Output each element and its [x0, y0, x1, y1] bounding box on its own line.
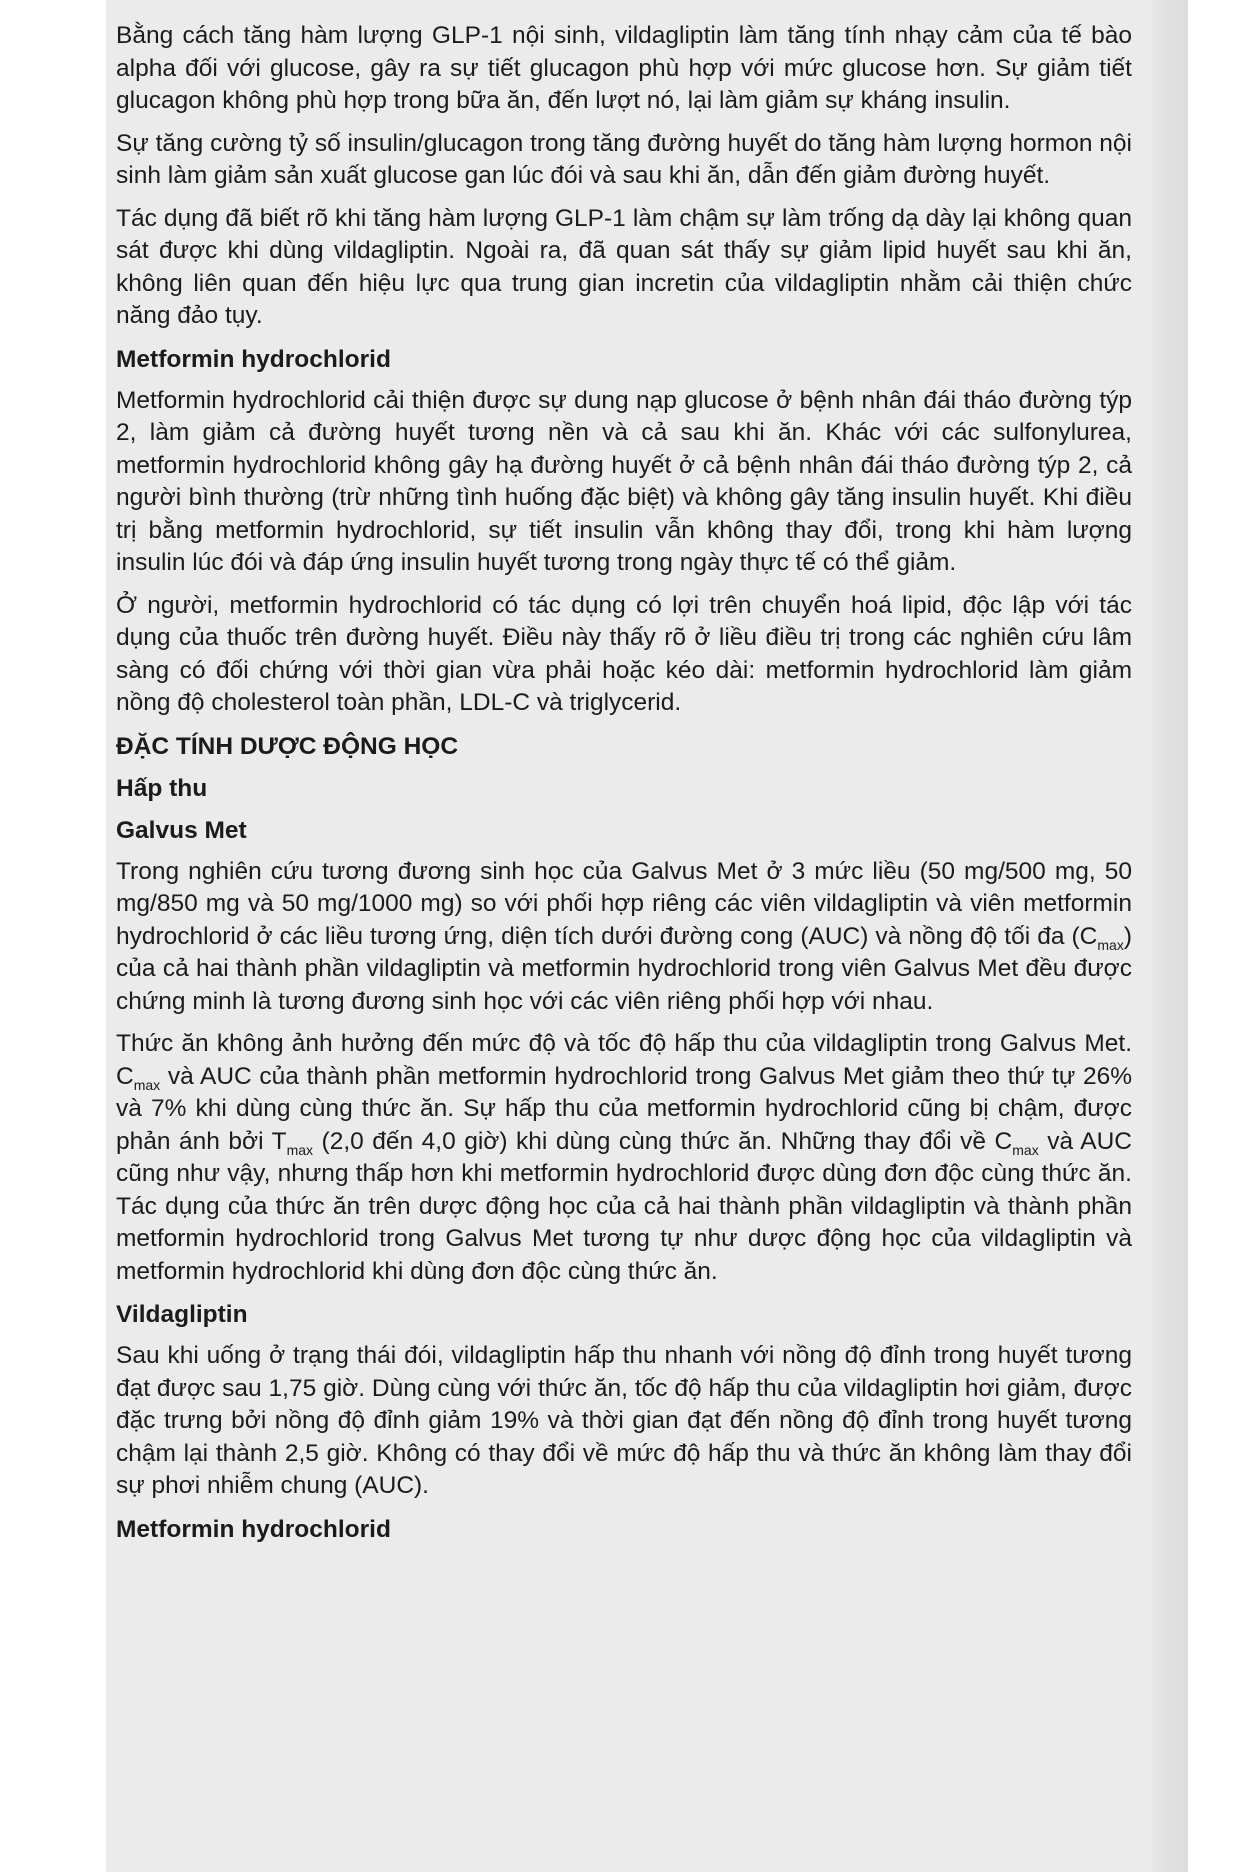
- heading-absorption: Hấp thu: [116, 774, 208, 802]
- paragraph-insulin-glucagon-ratio: Sự tăng cường tỷ số insulin/glucagon trong tăng đường huyết do tăng hàm lượng hormon nội sinh làm giảm sản xuất glucose gan lúc đói và sau khi ăn, dẫn đến giảm đường huyết.: [116, 129, 1132, 189]
- paragraph-gastric-emptying: Tác dụng đã biết rõ khi tăng hàm lượng GLP-1 làm chậm sự làm trống dạ dày lại không quan sát được khi dùng vildagliptin. Ngoài ra, đã quan sát thấy sự giảm lipid huyết sau khi ăn, không liên quan đến hiệu lực qua trung gian incretin của vildagliptin nhằm cải thiện chức năng đảo tụy.: [116, 204, 1132, 329]
- paragraph-vildagliptin-absorption: Sau khi uống ở trạng thái đói, vildagliptin hấp thu nhanh với nồng độ đỉnh trong huyết tương đạt được sau 1,75 giờ. Dùng cùng với thức ăn, tốc độ hấp thu của vildagliptin hơi giảm, được đặc trưng bởi nồng độ đỉnh giảm 19% và thời gian đạt đến nồng độ đỉnh trong huyết tương chậm lại thành 2,5 giờ. Không có thay đổi về mức độ hấp thu và thức ăn không làm thay đổi sự phơi nhiễm chung (AUC).: [116, 1342, 1132, 1499]
- paragraph-metformin-glucose: Metformin hydrochlorid cải thiện được sự dung nạp glucose ở bệnh nhân đái tháo đường týp 2, làm giảm cả đường huyết tương nền và cả sau khi ăn. Khác với các sulfonylurea, metformin hydrochlorid không gây hạ đường huyết ở cả bệnh nhân đái tháo đường týp 2, cả người bình thường (trừ những tình huống đặc biệt) và không gây tăng insulin huyết. Khi điều trị bằng metformin hydrochlorid, sự tiết insulin vẫn không thay đổi, trong khi hàm lượng insulin lúc đói và đáp ứng insulin huyết tương trong ngày thực tế có thể giảm.: [116, 386, 1132, 576]
- text-run: (2,0 đến 4,0 giờ) khi dùng cùng thức ăn. Những thay đổi về C: [313, 1127, 1013, 1155]
- heading-metformin-pharmacodynamics: Metformin hydrochlorid: [116, 345, 391, 373]
- text-run: Thức ăn không ảnh hưởng đến mức độ và tốc độ hấp thu của vildagliptin trong Galvus Met. C: [116, 1030, 1132, 1090]
- paragraph-glp1-alpha-cells: Bằng cách tăng hàm lượng GLP-1 nội sinh, vildagliptin làm tăng tính nhạy cảm của tế bào alpha đối với glucose, gây ra sự tiết glucagon phù hợp với mức glucose hơn. Sự giảm tiết glucagon không phù hợp trong bữa ăn, đến lượt nó, lại làm giảm sự kháng insulin.: [116, 22, 1132, 114]
- heading-pharmacokinetics: ĐẶC TÍNH DƯỢC ĐỘNG HỌC: [116, 732, 459, 760]
- heading-galvus-met: Galvus Met: [116, 816, 247, 844]
- text-run: ) của cả hai thành phần vildagliptin và metformin hydrochlorid trong viên Galvus Met đều được chứng minh là tương đương sinh học với các viên riêng phối hợp với nhau.: [116, 922, 1132, 1015]
- text-run: và AUC của thành phần metformin hydrochlorid trong Galvus Met giảm theo thứ tự 26% và 7% khi dùng cùng thức ăn. Sự hấp thu của metformin hydrochlorid cũng bị chậm, được phản ánh bởi T: [116, 1062, 1132, 1155]
- subscript-max: max: [1097, 936, 1124, 953]
- paragraph-food-effect: [116, 1028, 1132, 1288]
- text-run: Trong nghiên cứu tương đương sinh học của Galvus Met ở 3 mức liều (50 mg/500 mg, 50 mg/850 mg và 50 mg/1000 mg) so với phối hợp riêng các viên vildagliptin và viên metformin hydrochlorid ở các liều tương ứng, diện tích dưới đường cong (AUC) và nồng độ tối đa (C: [116, 857, 1132, 950]
- leaflet-content: [116, 20, 1132, 1547]
- heading-metformin-absorption: Metformin hydrochlorid: [116, 1515, 391, 1543]
- heading-vildagliptin: Vildagliptin: [116, 1301, 248, 1328]
- leaflet-page: [106, 0, 1188, 1872]
- page-edge: [1152, 0, 1188, 1872]
- subscript-max: max: [133, 1076, 161, 1093]
- paragraph-metformin-lipid: Ở người, metformin hydrochlorid có tác dụng có lợi trên chuyển hoá lipid, độc lập với tác dụng của thuốc trên đường huyết. Điều này thấy rõ ở liều điều trị trong các nghiên cứu lâm sàng có đối chứng với thời gian vừa phải hoặc kéo dài: metformin hydrochlorid làm giảm nồng độ cholesterol toàn phần, LDL-C và triglycerid.: [116, 591, 1132, 716]
- paragraph-bioequivalence: [116, 856, 1132, 1019]
- subscript-max: max: [1012, 1141, 1039, 1158]
- text-run: và AUC cũng như vậy, nhưng thấp hơn khi metformin hydrochlorid được dùng đơn độc cùng thức ăn. Tác dụng của thức ăn trên dược động học của cả hai thành phần vildagliptin và thành phần metformin hydrochlorid trong Galvus Met tương tự như dược động học của vildagliptin và metformin hydrochlorid khi dùng đơn độc cùng thức ăn.: [116, 1127, 1132, 1285]
- subscript-max: max: [286, 1141, 314, 1158]
